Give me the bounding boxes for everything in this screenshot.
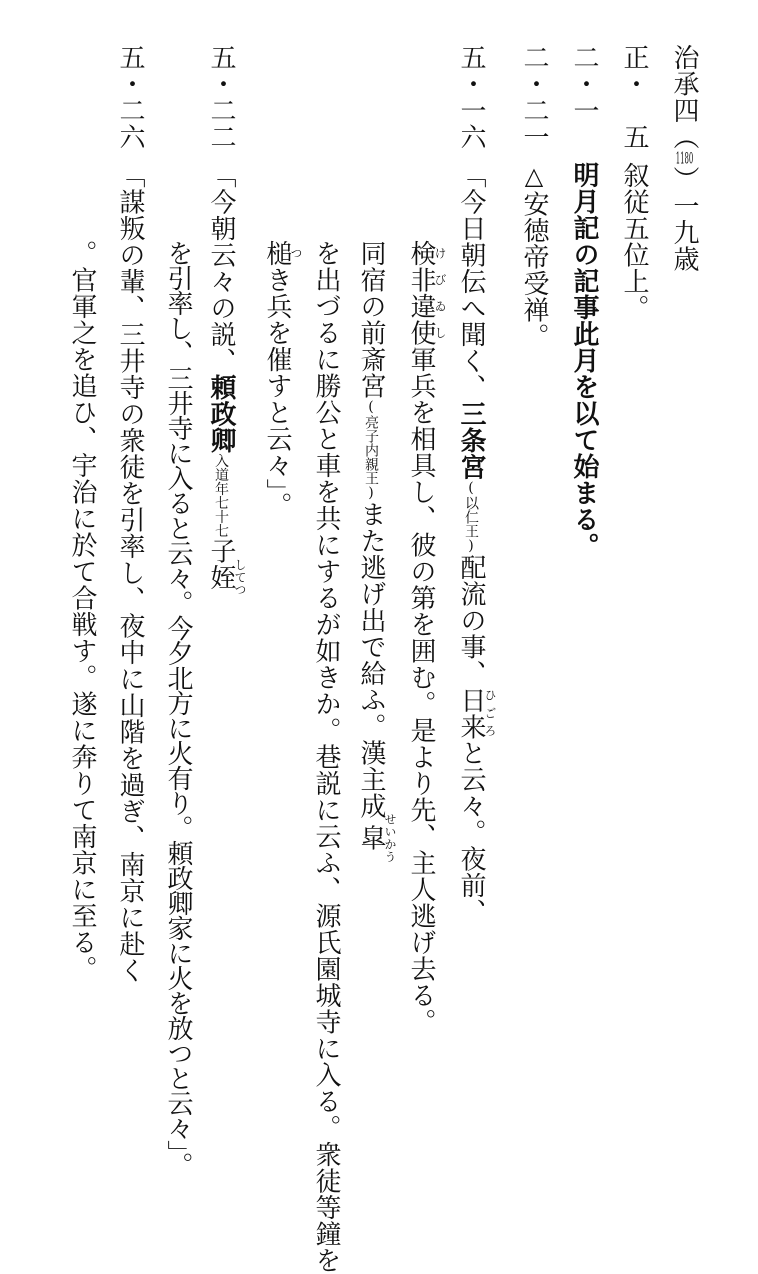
entry-text: 子 [206, 537, 236, 564]
entry-text: 「謀叛の輩、三井寺の衆徒を引率し、夜中に山階を過ぎ、南京に赴く [115, 162, 145, 984]
entry-date: 二・一 [569, 44, 599, 124]
year-number: 1180 [675, 150, 694, 166]
entry-feb-21 [514, 44, 554, 1004]
entry-text: と云々。夜前、 [456, 739, 486, 925]
entry-may-16-col-4 [306, 240, 346, 1274]
era-label: 治承四 [669, 44, 699, 124]
entry-text: を出づるに勝公と車を共にするが如きか。巷説に云ふ、源氏園城寺に入る。衆徒等鐘を [311, 240, 341, 1274]
entry-may-26-col-1 [110, 44, 150, 1004]
year-header [664, 44, 704, 1004]
entry-may-16-col-5 [262, 240, 302, 1020]
annotation-note: (以仁王) [463, 480, 479, 554]
entry-jan-5 [614, 44, 654, 1004]
entry-text: 同宿の前斎宮 [356, 240, 386, 399]
entry-may-16-col-1 [456, 44, 496, 1004]
annotation-note: 入道年七十七 [213, 453, 229, 538]
ruby-word: 姪してつ [206, 558, 247, 596]
entry-text: また逃げ出で給ふ。漢主成 [356, 501, 386, 819]
person-name: 頼政卿 [206, 374, 236, 454]
entry-may-16-col-2 [406, 240, 447, 1035]
year-open-paren: （ [669, 123, 699, 150]
entry-text: 安徳帝受禅。 [519, 190, 549, 350]
entry-text: 配流の事、 [456, 554, 486, 687]
entry-text: 「今朝云々の説、 [206, 162, 236, 374]
ruby-word: 皐せいかう [356, 813, 397, 863]
age-label: 一九歳 [669, 192, 699, 272]
entry-may-22-col-1 [206, 44, 246, 1004]
annotation-note: (亮子内親王) [363, 399, 379, 501]
entry-date: 五・二二 [206, 44, 236, 150]
entry-text: 明月記の記事此月を以て始まる。 [569, 161, 599, 559]
triangle-mark-icon: △ [520, 162, 548, 191]
entry-text: 叙従五位上。 [619, 162, 649, 321]
year-close-paren: ） [669, 166, 699, 193]
entry-date: 五・二六 [115, 44, 145, 150]
entry-date: 五・一六 [456, 44, 486, 150]
entry-date: 二・二一 [519, 44, 549, 150]
entry-text: 。官軍之を追ひ、宇治に於て合戦す。遂に奔りて南京に至る。 [67, 240, 97, 982]
entry-may-26-col-2 [62, 240, 102, 1020]
ruby-word: 日来ひごろ [456, 686, 497, 740]
entry-may-16-col-3 [356, 240, 396, 1020]
ruby-word: 槌つ [262, 240, 303, 267]
person-name: 三条宮 [456, 400, 486, 480]
entry-text: を引率し、三井寺に入ると云々。今夕北方に火有り。頼政卿家に火を放つと云々」。 [163, 240, 193, 1177]
entry-text: 「今日朝伝へ聞く、 [456, 162, 486, 401]
entry-feb-1 [564, 44, 604, 1004]
ruby-word: 検非違使けびゐし [406, 240, 447, 346]
entry-date: 正・ 五 [619, 44, 649, 150]
entry-may-22-col-2 [158, 240, 198, 1177]
entry-text: き兵を催すと云々」。 [262, 266, 292, 519]
entry-text: 軍兵を相具し、彼の第を囲む。是より先、主人逃げ去る。 [406, 346, 436, 1035]
